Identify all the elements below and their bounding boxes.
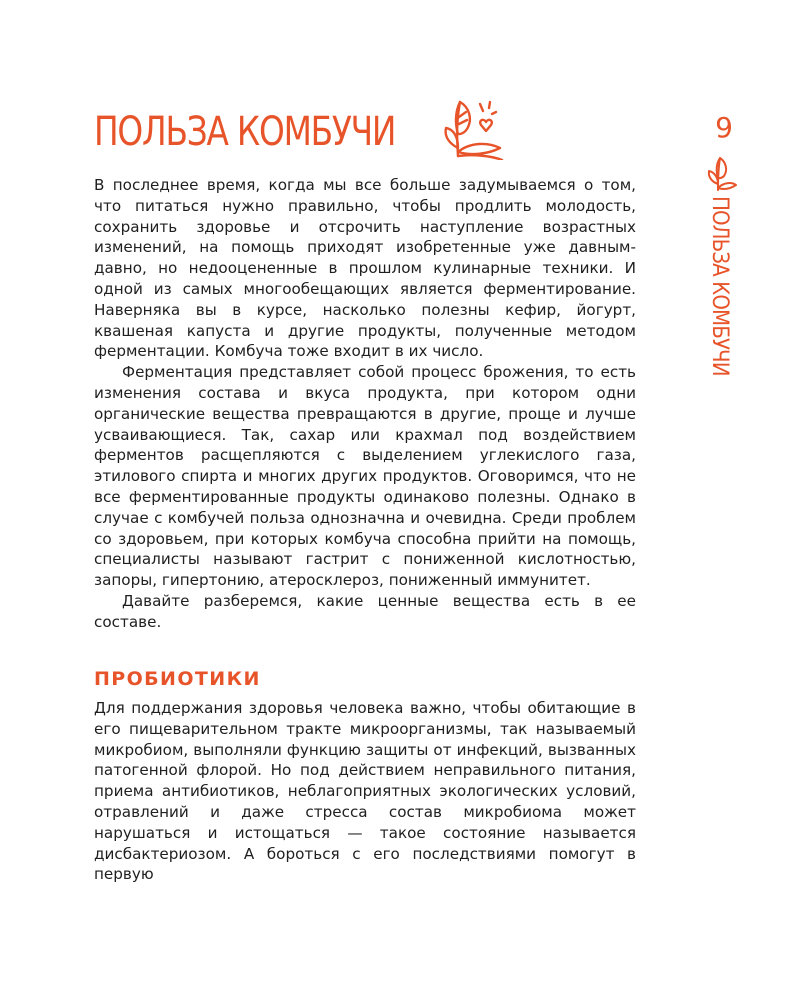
section-heading: ПРОБИОТИКИ	[94, 668, 261, 690]
page-number: 9	[715, 111, 733, 144]
leaf-heart-icon	[440, 94, 516, 160]
running-head-container	[704, 196, 740, 376]
paragraph: Ферментация представляет собой процесс брожения, то есть изменения состава и вкуса продукта, при котором одни органические вещества превращаются в другие, проще и лучше усваивающиеся. Так, сахар или крахмал под воздействием ферментов расщепляются с выделением углекислого газа, этилового спирта и многих других продуктов. Оговоримся, что не все ферментированные продукты одинаково полезны. Однако в случае с комбучей польза однозначна и очевидна. Среди проблем со здоровьем, при которых комбуча способна прийти на помощь, специалисты называют гастрит с пониженной кислотностью, запоры, гипертонию, атеросклероз, пониженный иммунитет.	[94, 363, 636, 590]
paragraph: Давайте разберемся, какие ценные вещества есть в ее составе.	[94, 591, 636, 631]
paragraph: В последнее время, когда мы все больше задумываемся о том, что питаться нужно правильно, чтобы продлить молодость, сохранить здоровье и отсрочить наступление возрастных изменений, на помощь приходят изобретенные уже давным-давно, но недооцененные в прошлом кулинарные техники. И одной из самых многообещающих является ферментирование. Наверняка вы в курсе, насколько полезны кефир, йогурт, квашеная капуста и другие продукты, полученные методом ферментации. Комбуча тоже входит в их число.	[94, 176, 636, 361]
intro-text	[94, 175, 636, 633]
leaf-sprig-icon	[704, 152, 740, 192]
paragraph: Для поддержания здоровья человека важно, чтобы обитающие в его пищеварительном тракте микроорганизмы, так называемый микробиом, выполняли функцию защиты от инфекций, вызванных патогенной флорой. Но под действием неправильного питания, приема антибиотиков, неблагоприятных экологических условий, отравлений и даже стресса состав микробиома может нарушаться и истощаться — такое состояние называется дисбактериозом. А бороться с его последствиями помогут в первую	[94, 699, 636, 884]
page-title: ПОЛЬЗА КОМБУЧИ	[94, 109, 396, 155]
section-text	[94, 698, 636, 885]
running-head: ПОЛЬЗА КОМБУЧИ	[707, 196, 732, 376]
